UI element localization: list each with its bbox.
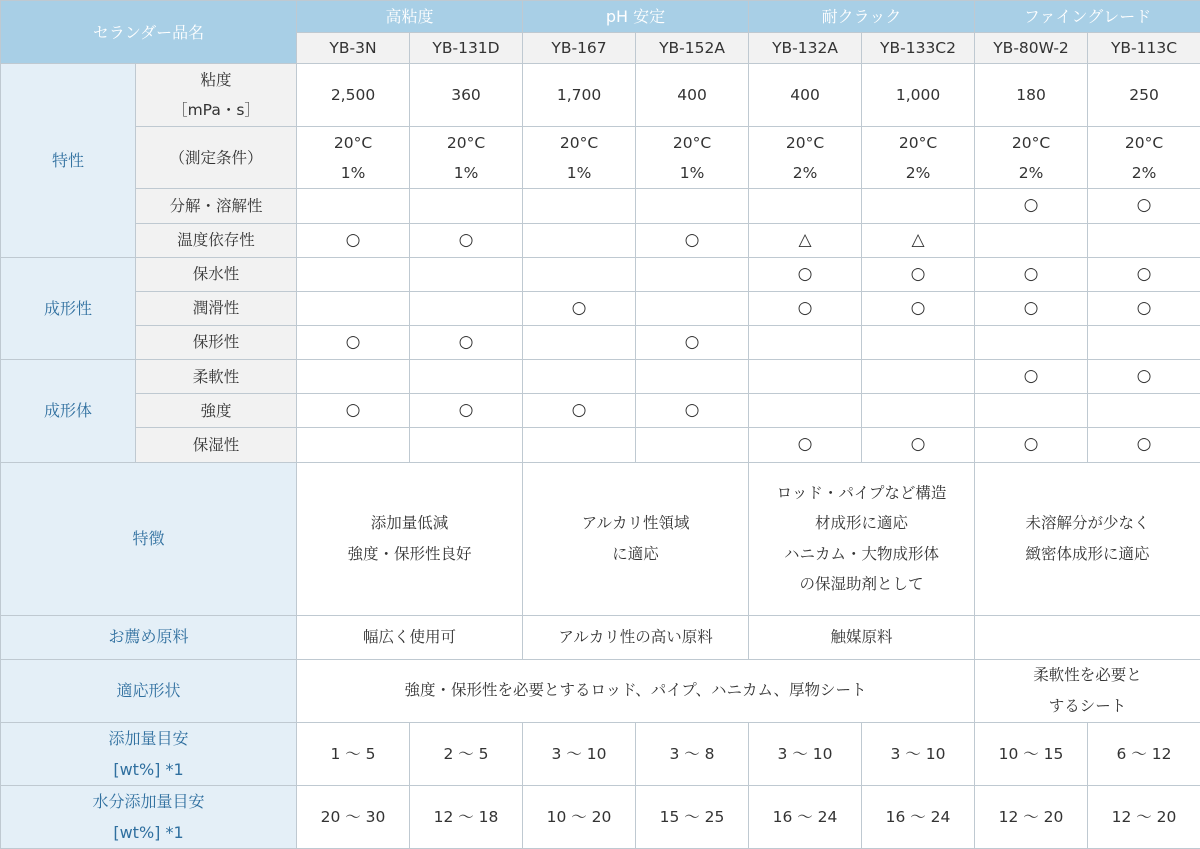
cell-mark: ○	[297, 325, 410, 359]
feature-line: 未溶解分が少なく	[975, 508, 1200, 538]
cell-value: 3 〜 10	[862, 722, 975, 785]
cell-mark	[523, 325, 636, 359]
cell-conditions	[749, 127, 862, 189]
cell-mark: ○	[297, 223, 410, 257]
cell-temp: 20°C	[410, 128, 522, 158]
cell-mark: ○	[1088, 257, 1200, 291]
cell-conditions	[862, 127, 975, 189]
cell-mark: ○	[523, 394, 636, 428]
shape-fine	[975, 659, 1200, 722]
cell-value: 16 〜 24	[749, 785, 862, 848]
cell-mark: ○	[523, 291, 636, 325]
cell-mark	[523, 257, 636, 291]
feature-line: 強度・保形性良好	[297, 539, 522, 569]
feature-ph-stable	[523, 462, 749, 615]
row-label-conditions: （測定条件）	[136, 127, 297, 189]
product-header: YB-3N	[297, 33, 410, 64]
group-ph-stable: pH 安定	[523, 1, 749, 33]
cell-mark	[410, 189, 523, 223]
product-header: YB-167	[523, 33, 636, 64]
cell-conditions	[1088, 127, 1200, 189]
cell-value: 12 〜 18	[410, 785, 523, 848]
cell-mark: ○	[410, 394, 523, 428]
cell-mark: △	[749, 223, 862, 257]
cell-value: 3 〜 10	[749, 722, 862, 785]
feature-line: 添加量低減	[297, 508, 522, 538]
cell-mark: ○	[410, 223, 523, 257]
cell-value: 360	[410, 64, 523, 127]
cell-mark	[862, 360, 975, 394]
product-header: YB-80W-2	[975, 33, 1088, 64]
cell-conditions	[297, 127, 410, 189]
row-label-flexibility: 柔軟性	[136, 360, 297, 394]
cell-mark	[297, 360, 410, 394]
cell-mark	[297, 428, 410, 462]
row-label-features: 特徴	[1, 462, 297, 615]
cell-mark: ○	[862, 257, 975, 291]
cell-mark: ○	[749, 291, 862, 325]
feature-line: 材成形に適応	[749, 508, 974, 538]
row-label-shape-retention: 保形性	[136, 325, 297, 359]
cell-mark	[297, 257, 410, 291]
cell-temp: 20°C	[862, 128, 974, 158]
cell-mark: ○	[297, 394, 410, 428]
cell-mark	[749, 360, 862, 394]
table-row	[1, 325, 1200, 359]
shape-line: するシート	[975, 691, 1200, 721]
cell-value: 10 〜 15	[975, 722, 1088, 785]
cell-value: 400	[749, 64, 862, 127]
shape-main: 強度・保形性を必要とするロッド、パイプ、ハニカム、厚物シート	[297, 659, 975, 722]
cell-mark: ○	[975, 257, 1088, 291]
row-label-line: ［mPa・s］	[136, 95, 296, 125]
table-row	[1, 615, 1200, 659]
cell-value: 2 〜 5	[410, 722, 523, 785]
cell-mark	[636, 291, 749, 325]
cell-mark	[1088, 223, 1200, 257]
category-molded-body: 成形体	[1, 360, 136, 462]
cell-value: 250	[1088, 64, 1200, 127]
cell-value: 3 〜 8	[636, 722, 749, 785]
row-label-line: [wt%] *1	[1, 754, 296, 785]
cell-temp: 20°C	[523, 128, 635, 158]
cell-mark	[975, 394, 1088, 428]
cell-temp: 20°C	[297, 128, 409, 158]
cell-mark	[410, 360, 523, 394]
row-label-temperature: 温度依存性	[136, 223, 297, 257]
table-row	[1, 291, 1200, 325]
product-header: YB-152A	[636, 33, 749, 64]
cell-temp: 20°C	[636, 128, 748, 158]
cell-mark: ○	[975, 360, 1088, 394]
cell-mark	[1088, 325, 1200, 359]
cell-mark	[523, 189, 636, 223]
cell-mark: ○	[1088, 428, 1200, 462]
cell-mark	[975, 325, 1088, 359]
product-header: YB-132A	[749, 33, 862, 64]
cell-mark	[523, 360, 636, 394]
row-label-shape: 適応形状	[1, 659, 297, 722]
cell-mark	[523, 223, 636, 257]
cell-mark	[410, 291, 523, 325]
cell-mark: △	[862, 223, 975, 257]
cell-mark	[410, 257, 523, 291]
feature-line: ハニカム・大物成形体	[749, 539, 974, 569]
row-label-line: [wt%] *1	[1, 817, 296, 848]
recommended-fine	[975, 615, 1200, 659]
cell-value: 15 〜 25	[636, 785, 749, 848]
cell-mark	[636, 257, 749, 291]
cell-conc: 2%	[749, 158, 861, 188]
cell-mark	[749, 394, 862, 428]
cell-mark: ○	[1088, 360, 1200, 394]
cell-conditions	[410, 127, 523, 189]
cell-mark: ○	[636, 325, 749, 359]
cell-mark	[862, 394, 975, 428]
cell-mark: ○	[749, 428, 862, 462]
cell-conc: 2%	[975, 158, 1087, 188]
cell-temp: 20°C	[749, 128, 861, 158]
cell-mark	[636, 360, 749, 394]
cell-temp: 20°C	[975, 128, 1087, 158]
table-row	[1, 223, 1200, 257]
cell-value: 10 〜 20	[523, 785, 636, 848]
product-header: YB-133C2	[862, 33, 975, 64]
feature-line: 緻密体成形に適応	[975, 539, 1200, 569]
cell-conc: 1%	[297, 158, 409, 188]
recommended-crack: 触媒原料	[749, 615, 975, 659]
cell-mark	[749, 189, 862, 223]
product-header: YB-113C	[1088, 33, 1200, 64]
cell-mark: ○	[975, 291, 1088, 325]
cell-value: 12 〜 20	[975, 785, 1088, 848]
row-label-recommended: お薦め原料	[1, 615, 297, 659]
table-row	[1, 785, 1200, 848]
row-label-lubricity: 潤滑性	[136, 291, 297, 325]
cell-mark: ○	[749, 257, 862, 291]
group-high-viscosity: 高粘度	[297, 1, 523, 33]
cell-value: 180	[975, 64, 1088, 127]
table-row	[1, 394, 1200, 428]
cell-conditions	[975, 127, 1088, 189]
cell-value: 16 〜 24	[862, 785, 975, 848]
table-row	[1, 428, 1200, 462]
cell-mark	[862, 189, 975, 223]
cell-mark: ○	[1088, 291, 1200, 325]
cell-mark: ○	[862, 428, 975, 462]
group-fine-grade: ファイングレード	[975, 1, 1200, 33]
table-row	[1, 64, 1200, 127]
cell-mark	[862, 325, 975, 359]
cell-value: 1 〜 5	[297, 722, 410, 785]
table-row	[1, 189, 1200, 223]
cell-mark: ○	[636, 394, 749, 428]
row-label-decomposition: 分解・溶解性	[136, 189, 297, 223]
table-row	[1, 722, 1200, 785]
cell-conc: 1%	[410, 158, 522, 188]
row-label-dosage	[1, 722, 297, 785]
cell-mark	[1088, 394, 1200, 428]
cell-conc: 2%	[862, 158, 974, 188]
feature-fine	[975, 462, 1200, 615]
category-properties: 特性	[1, 64, 136, 257]
table-row	[1, 360, 1200, 394]
cell-conc: 1%	[523, 158, 635, 188]
row-label-water-dosage	[1, 785, 297, 848]
cell-mark	[297, 189, 410, 223]
table-row	[1, 127, 1200, 189]
feature-line: アルカリ性領域	[523, 508, 748, 538]
cell-mark: ○	[975, 189, 1088, 223]
cell-mark	[297, 291, 410, 325]
feature-line: に適応	[523, 539, 748, 569]
table-row	[1, 462, 1200, 615]
table-title: セランダー品名	[1, 1, 297, 64]
cell-mark: ○	[410, 325, 523, 359]
cell-temp: 20°C	[1088, 128, 1200, 158]
cell-mark: ○	[1088, 189, 1200, 223]
feature-line: ロッド・パイプなど構造	[749, 478, 974, 508]
feature-line: の保湿助剤として	[749, 569, 974, 599]
cell-conc: 1%	[636, 158, 748, 188]
row-label-strength: 強度	[136, 394, 297, 428]
cell-value: 12 〜 20	[1088, 785, 1200, 848]
cell-value: 2,500	[297, 64, 410, 127]
group-crack-resistant: 耐クラック	[749, 1, 975, 33]
cell-value: 400	[636, 64, 749, 127]
cell-conditions	[636, 127, 749, 189]
cell-conditions	[523, 127, 636, 189]
row-label-line: 水分添加量目安	[1, 786, 296, 817]
cell-mark	[523, 428, 636, 462]
category-formability: 成形性	[1, 257, 136, 359]
row-label-line: 添加量目安	[1, 723, 296, 754]
feature-crack	[749, 462, 975, 615]
cell-mark	[749, 325, 862, 359]
product-header: YB-131D	[410, 33, 523, 64]
cell-mark	[410, 428, 523, 462]
cell-mark: ○	[636, 223, 749, 257]
cell-conc: 2%	[1088, 158, 1200, 188]
cell-mark	[636, 189, 749, 223]
cell-value: 3 〜 10	[523, 722, 636, 785]
cell-mark: ○	[975, 428, 1088, 462]
cell-mark	[636, 428, 749, 462]
cell-value: 1,700	[523, 64, 636, 127]
row-label-viscosity	[136, 64, 297, 127]
feature-high-viscosity	[297, 462, 523, 615]
row-label-line: 粘度	[136, 65, 296, 95]
row-label-water-retention: 保水性	[136, 257, 297, 291]
cell-value: 20 〜 30	[297, 785, 410, 848]
cell-value: 1,000	[862, 64, 975, 127]
recommended-ph-stable: アルカリ性の高い原料	[523, 615, 749, 659]
shape-line: 柔軟性を必要と	[975, 660, 1200, 690]
recommended-high-viscosity: 幅広く使用可	[297, 615, 523, 659]
cell-mark: ○	[862, 291, 975, 325]
row-label-moisture: 保湿性	[136, 428, 297, 462]
cell-value: 6 〜 12	[1088, 722, 1200, 785]
table-row	[1, 659, 1200, 722]
table-row	[1, 257, 1200, 291]
cell-mark	[975, 223, 1088, 257]
